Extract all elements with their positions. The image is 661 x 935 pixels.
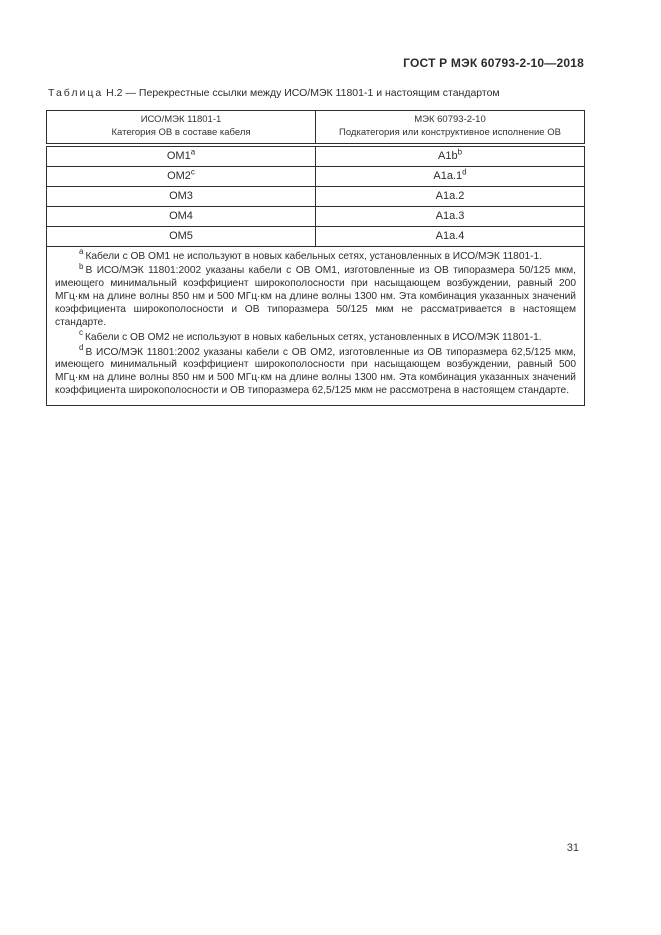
cross-reference-table-container [46,110,585,406]
footnote-marker: c [79,328,83,338]
footnote-text: Кабели с ОВ ОМ2 не используют в новых кабельных сетях, установленных в ИСО/МЭК 11801-1. [85,331,542,343]
table-row [47,166,585,186]
column-subtitle: Подкатегория или конструктивное исполнение ОВ [339,126,561,138]
column-header-iso [47,111,316,145]
footnote-d [55,343,576,398]
footnote-text: В ИСО/МЭК 11801:2002 указаны кабели с ОВ ОМ2, изготовленные из ОВ типоразмера 62,5/125 мкм, имеющего минимальный коэффициент широкополосности при насыщающем возбуждении, равный 500 МГц·км на длине волны 850 нм и 500 МГц·км на длине волны 1300 нм. Эта комбинация указанных значений коэффициента широкополосности и ОВ типоразмера 62,5/125 мкм не рассмотрена в настоящем стандарте. [55,346,576,397]
footnote-text: Кабели с ОВ ОМ1 не используют в новых кабельных сетях, установленных в ИСО/МЭК 11801-1. [85,250,543,262]
footnotes-row [47,246,585,405]
footnote-marker: a [190,147,196,157]
fiber-category-cell [47,186,316,206]
table-row [47,186,585,206]
cell-value: ОМ1 [166,150,191,163]
table-row [47,145,585,167]
cell-value: ОМ3 [169,190,193,203]
cell-value: A1b [437,150,458,163]
standard-number-header: ГОСТ Р МЭК 60793-2-10—2018 [403,56,584,70]
table-header-row [47,111,585,145]
column-title: ИСО/МЭК 11801-1 [140,114,222,125]
cell-value: ОМ2 [167,170,191,183]
column-title: МЭК 60793-2-10 [414,114,486,125]
footnote-marker: d [79,343,84,353]
footnote-marker: c [190,167,195,177]
footnote-marker: d [462,167,467,177]
cell-value: A1a.1 [433,170,463,183]
footnote-marker: b [457,147,463,157]
subcategory-cell [316,206,585,226]
subcategory-cell [316,166,585,186]
table-caption [48,87,584,99]
table-caption-number: Н.2 [106,87,123,99]
footnote-c [55,328,576,345]
cell-value: A1a.3 [435,210,465,223]
cross-reference-table [46,110,585,406]
footnote-b [55,262,576,329]
subcategory-cell [316,145,585,167]
cell-value: A1a.2 [435,190,465,203]
column-header-iec [316,111,585,145]
fiber-category-cell [47,206,316,226]
table-caption-text: — Перекрестные ссылки между ИСО/МЭК 11801-1 и настоящим стандартом [125,87,500,99]
table-caption-label: Таблица [48,87,104,99]
page-number: 31 [566,842,579,854]
footnote-a [55,247,576,264]
cell-value: A1a.4 [435,230,465,243]
footnote-text: В ИСО/МЭК 11801:2002 указаны кабели с ОВ ОМ1, изготовленные из ОВ типоразмера 50/125 мкм, имеющего минимальный коэффициент широкополосности при насыщающем возбуждении, равный 200 МГц·км на длине волны 850 нм и 500 МГц·км на длине волны 1300 нм. Эта комбинация указанных значений коэффициента широкополосности и ОВ типоразмера 50/125 мкм не рассматривается в настоящем стандарте. [55,265,576,328]
footnotes-cell [47,246,585,405]
footnote-marker: a [79,247,84,257]
fiber-category-cell [47,166,316,186]
cell-value: ОМ5 [169,230,193,243]
subcategory-cell [316,186,585,206]
footnote-marker: b [79,262,84,272]
table-row [47,226,585,246]
fiber-category-cell [47,226,316,246]
subcategory-cell [316,226,585,246]
column-subtitle: Категория ОВ в составе кабеля [111,126,251,138]
cell-value: ОМ4 [169,210,193,223]
fiber-category-cell [47,145,316,167]
table-row [47,206,585,226]
